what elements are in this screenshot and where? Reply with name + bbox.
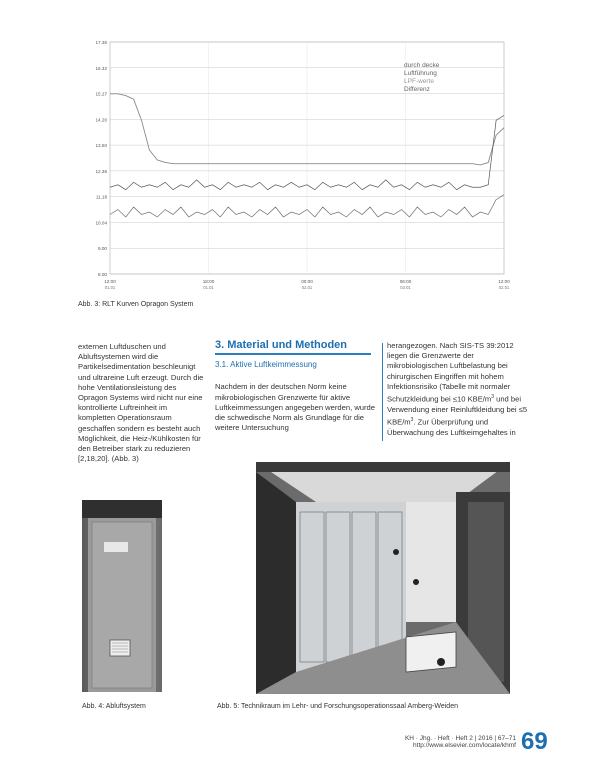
figure-4-caption: Abb. 4: Abluftsystem bbox=[82, 703, 146, 710]
line-chart bbox=[82, 34, 514, 294]
body-paragraph: herangezogen. Nach SIS-TS 39:2012 liegen die Grenzwerte der mikrobiologischen Luftbelastung bei chirurgischen Eingriffen mit hohem Infektionsrisiko (Tabelle mit normaler Schutzkleidung bei ≤10 KBE/$m^3$ und bei Verwendung einer Reinluftkleidung bei ≤5 KBE/$m^3$. Zur Überprüfung und Überwachung des Luftkeimgehaltes in bbox=[387, 341, 528, 437]
text-column-3 bbox=[387, 341, 529, 438]
x-tick-sublabel: 02.01 bbox=[498, 285, 510, 290]
y-tick-label: 14.20 bbox=[95, 117, 107, 123]
legend-entry: LPF-werte bbox=[404, 78, 434, 85]
legend-entry: durch decke bbox=[404, 62, 440, 69]
figure-5-caption: Abb. 5: Technikraum im Lehr- und Forschungsoperationssaal Amberg-Weiden bbox=[217, 703, 458, 710]
y-tick-label: 10.04 bbox=[95, 220, 107, 226]
y-tick-label: 12.36 bbox=[95, 168, 107, 174]
y-tick-label: 11.18 bbox=[95, 194, 107, 200]
x-tick-label: 00:00 bbox=[301, 279, 313, 284]
legend-entry: Luftführung bbox=[404, 70, 437, 77]
figure-3-caption: Abb. 3: RLT Kurven Opragon System bbox=[78, 301, 194, 308]
text-column-1 bbox=[78, 342, 206, 464]
x-tick-label: 12:00 bbox=[498, 279, 510, 284]
figure-4-photo bbox=[82, 500, 162, 692]
text-column-2 bbox=[215, 340, 375, 433]
footer-citation: KH · Jhg. · Heft · Heft 2 | 2016 | 67–71 bbox=[404, 735, 516, 742]
x-tick-sublabel: 02.01 bbox=[301, 285, 313, 290]
column-divider bbox=[382, 343, 383, 441]
y-tick-label: 13.50 bbox=[95, 143, 107, 149]
section-heading: 3. Material und Methoden bbox=[215, 339, 348, 351]
legend-entry: Differenz bbox=[404, 86, 430, 93]
y-tick-label: 8.00 bbox=[98, 272, 107, 277]
y-tick-label: 16.32 bbox=[95, 65, 107, 71]
x-tick-label: 12:00 bbox=[104, 279, 116, 284]
footer-url: http://www.elsevier.com/locate/khmf bbox=[413, 742, 516, 749]
chart-legend bbox=[404, 62, 439, 94]
x-tick-sublabel: 01.01 bbox=[203, 285, 214, 290]
y-tick-label: 9.00 bbox=[98, 246, 107, 252]
y-tick-label: 15.27 bbox=[95, 91, 107, 97]
figure-5-photo bbox=[256, 462, 510, 694]
body-paragraph: Nachdem in der deutschen Norm keine mikrobiologischen Grenzwerte für aktive Luftkeimmessungen angegeben werden, wurde die schwedische Norm als Grundlage für die weitere Untersuchung bbox=[215, 382, 375, 433]
subsection-heading: 3.1. Aktive Luftkeimmessung bbox=[215, 360, 317, 370]
footer-journal bbox=[340, 735, 516, 749]
heading-rule bbox=[215, 353, 371, 355]
x-tick-label: 06:00 bbox=[399, 279, 412, 284]
x-tick-label: 18:00 bbox=[202, 279, 215, 284]
x-tick-sublabel: 02.01 bbox=[400, 285, 411, 290]
page-number: 69 bbox=[521, 728, 548, 755]
y-tick-label: 17.36 bbox=[95, 40, 107, 45]
x-tick-sublabel: 01.01 bbox=[104, 285, 116, 290]
body-paragraph: externen Luftduschen und Abluftsystemen wird die Partikelsedimentation beschleunigt und ultrareine Luft erzeugt. Durch die hohe Ventilationsleistung des Opragon Systems wird nicht nur eine kontrollierte Luftreinheit im kompletten Operationsraum geschaffen sondern es besteht auch Möglichkeit, die Heiz-/Kühlkosten für den Betreiber stark zu reduzieren [2,18,20]. (Abb. 3) bbox=[78, 342, 204, 464]
